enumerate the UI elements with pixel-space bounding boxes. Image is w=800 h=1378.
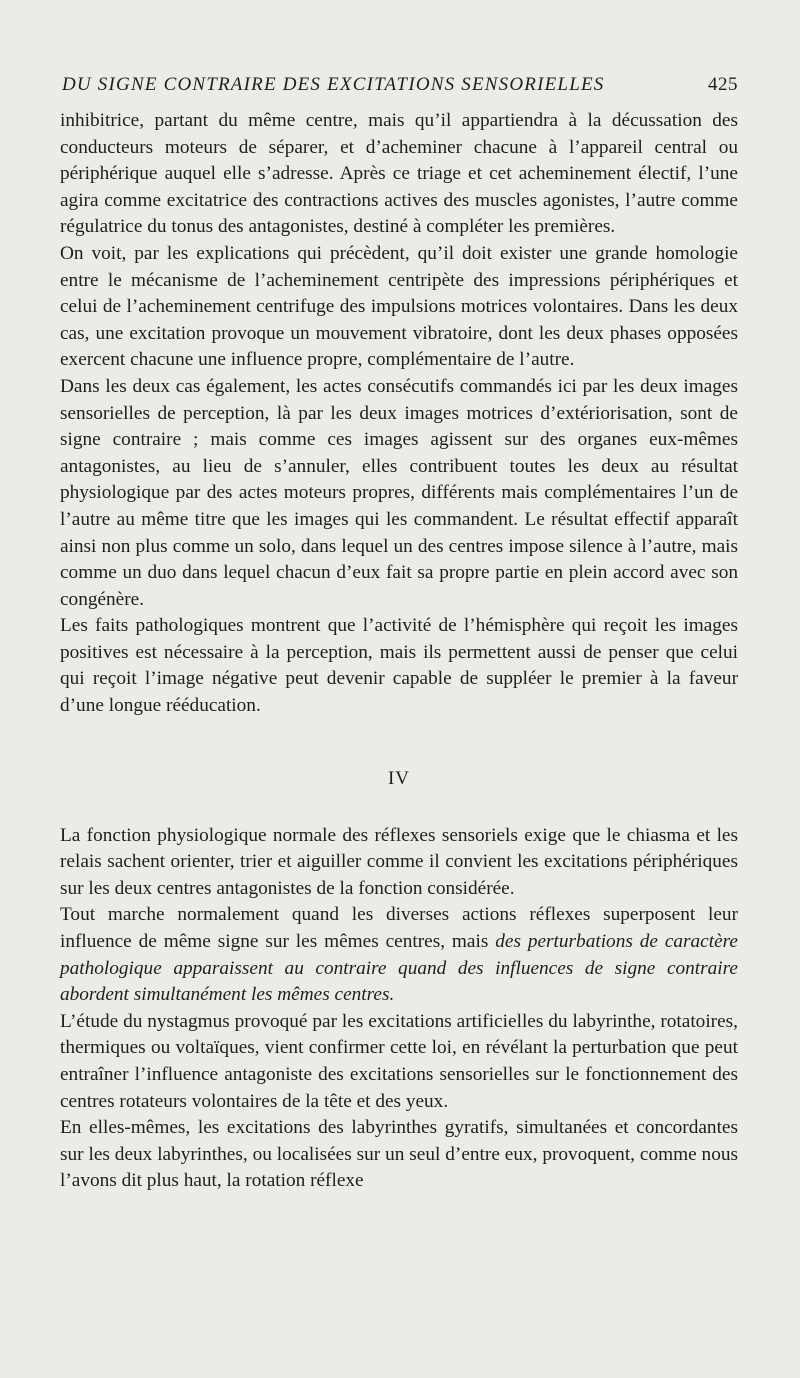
section-heading: IV (387, 767, 411, 789)
paragraph-text: Tout marche normalement quand les diverses actions réflexes superposent leur influence de même signe sur les mêmes centres, mais (60, 904, 738, 953)
paragraph-with-emphasis (60, 902, 738, 1008)
paragraph: On voit, par les explications qui précèdent, qu’il doit exister une grande homologie entre le mécanisme de l’acheminement centripète des impressions périphériques et celui de l’acheminement centrifuge des impulsions motrices volontaires. Dans les deux cas, une excitation provoque un mouvement vibratoire, dont les deux phases opposées exercent chacune une influence propre, complémentaire de l’autre. (60, 242, 738, 371)
paragraph: Les faits pathologiques montrent que l’activité de l’hémisphère qui reçoit les images positives est nécessaire à la perception, mais ils permettent aussi de penser que celui qui reçoit l’image négative peut devenir capable de suppléer le premier à la faveur d’une longue rééducation. (60, 615, 738, 717)
paragraph: inhibitrice, partant du même centre, mais qu’il appartiendra à la décussation des conducteurs moteurs de séparer, et d’acheminer chacune à l’appareil central ou périphérique auquel elle s’adresse. Après ce triage et cet acheminement électif, l’une agira comme excitatrice des contractions actives des muscles agonistes, l’autre comme régulatrice du tonus des antagonistes, destiné à compléter les premières. (60, 110, 738, 238)
paragraph: Dans les deux cas également, les actes consécutifs commandés ici par les deux images sensorielles de perception, là par les deux images motrices d’extériorisation, sont de signe contraire ; mais comme ces images agissent sur des organes eux-mêmes antagonistes, au lieu de s’annuler, elles contribuent toutes les deux au résultat physiologique par des actes moteurs propres, différents mais complémentaires l’un de l’autre au même titre que les images qui les commandent. Le résultat effectif apparaît ainsi non plus comme un solo, dans lequel un des centres impose silence à l’autre, mais comme un duo dans lequel chacun d’eux fait sa propre partie en plein accord avec son congénère. (60, 375, 738, 610)
paragraph: En elles-mêmes, les excitations des labyrinthes gyratifs, simultanées et concordantes sur les deux labyrinthes, ou localisées sur un seul d’entre eux, provoquent, comme nous l’avons dit plus haut, la rotation réflexe (60, 1117, 738, 1192)
running-title: DU SIGNE CONTRAIRE DES EXCITATIONS SENSORIELLES (62, 74, 605, 95)
emphasized-text: des perturbations de caractère pathologique apparaissent au contraire quand des influences de signe contraire abordent simultanément les mêmes centres. (60, 931, 738, 1006)
paragraph: L’étude du nystagmus provoqué par les excitations artificielles du labyrinthe, rotatoires, thermiques ou voltaïques, vient confirmer cette loi, en révélant la perturbation que peut entraîner l’influence antagoniste des excitations sensorielles sur le fonctionnement des centres rotateurs volontaires de la tête et des yeux. (60, 1010, 738, 1112)
page-number: 425 (708, 74, 738, 95)
running-header (60, 74, 738, 96)
paragraph: La fonction physiologique normale des réflexes sensoriels exige que le chiasma et les relais sachent orienter, trier et aiguiller comme il convient les excitations périphériques sur les deux centres antagonistes de la fonction considérée. (60, 824, 738, 899)
